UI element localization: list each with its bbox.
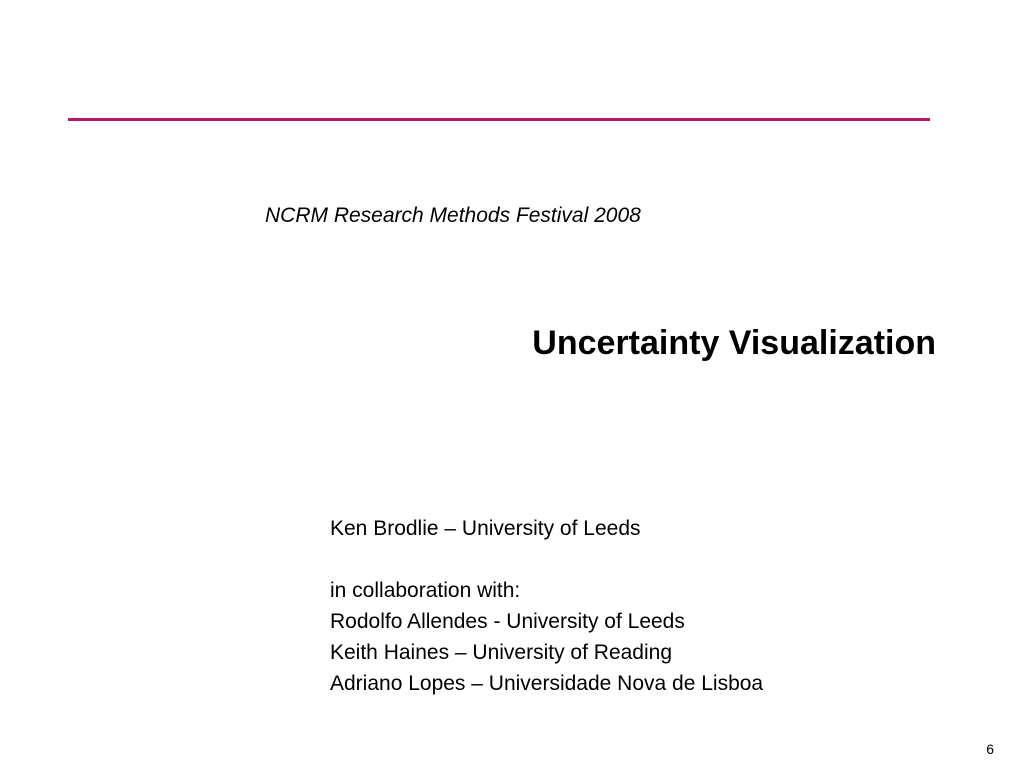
spacer xyxy=(330,544,763,575)
author-block xyxy=(330,513,763,699)
collaborator-line: Rodolfo Allendes - University of Leeds xyxy=(330,610,685,633)
page-number: 6 xyxy=(986,741,994,757)
collaborator-line: Adriano Lopes – Universidade Nova de Lisboa xyxy=(330,672,764,695)
collaborator-line: Keith Haines – University of Reading xyxy=(330,641,673,664)
collaboration-intro: in collaboration with: xyxy=(330,579,521,602)
presenter-line: Ken Brodlie – University of Leeds xyxy=(330,517,641,540)
slide-title: Uncertainty Visualization xyxy=(532,324,936,362)
top-divider xyxy=(68,118,930,121)
event-name: NCRM Research Methods Festival 2008 xyxy=(265,204,641,227)
